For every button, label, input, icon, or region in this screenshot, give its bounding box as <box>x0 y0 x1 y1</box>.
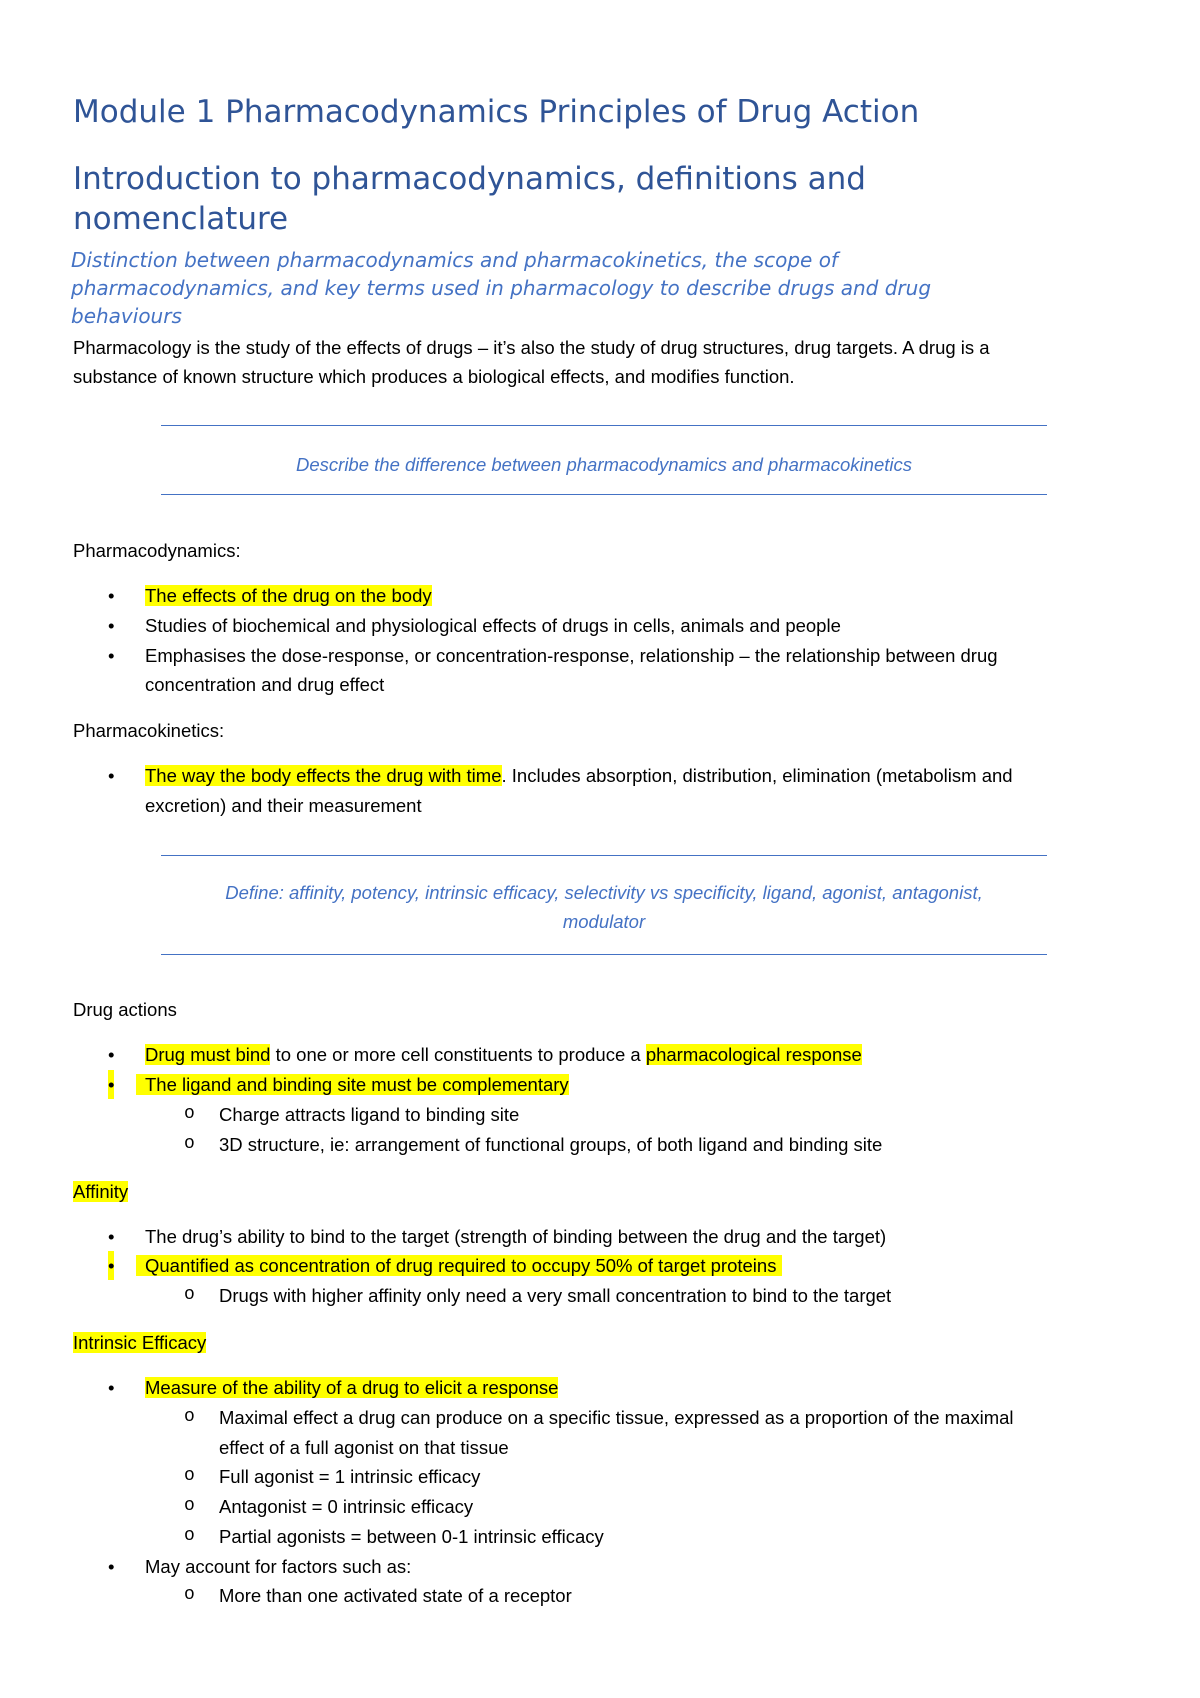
list-item <box>136 1251 782 1280</box>
affinity-heading <box>73 1177 128 1206</box>
sub-bullet-marker: o <box>184 1407 195 1427</box>
list-item-continuation: concentration and drug effect <box>145 674 385 695</box>
quote-rule-bottom <box>161 954 1047 955</box>
list-item <box>145 581 432 610</box>
highlighted-text: Measure of the ability of a drug to elicit a response <box>145 1377 559 1398</box>
highlighted-text: Affinity <box>73 1181 129 1202</box>
highlighted-text: Drug must bind <box>145 1044 271 1065</box>
quote-rule-top <box>161 425 1047 426</box>
sub-bullet-marker: o <box>184 1285 195 1305</box>
sub-list-item: Partial agonists = between 0-1 intrinsic efficacy <box>219 1526 604 1547</box>
list-item-text: to one or more cell constituents to produce a <box>270 1044 646 1065</box>
intro-line-1: Pharmacology is the study of the effects of drugs – it’s also the study of drug structures, drug targets. A drug is a <box>73 337 990 358</box>
bullet-marker: • <box>108 1044 115 1065</box>
quote-line-1: Define: affinity, potency, intrinsic efficacy, selectivity vs specificity, ligand, agonist, antagonist, <box>225 882 983 903</box>
highlighted-text: The effects of the drug on the body <box>145 585 432 606</box>
subtitle-line-3: behaviours <box>71 304 182 328</box>
sub-list-item: Full agonist = 1 intrinsic efficacy <box>219 1466 481 1487</box>
quote-line-2: modulator <box>562 911 646 932</box>
highlighted-text: Quantified as concentration of drug required to occupy 50% of target proteins <box>136 1255 782 1276</box>
list-item-continuation: excretion) and their measurement <box>145 795 422 816</box>
bullet-marker: • <box>108 1226 115 1247</box>
sub-bullet-marker: o <box>184 1585 195 1605</box>
subtitle-line-1: Distinction between pharmacodynamics and pharmacokinetics, the scope of <box>71 248 838 272</box>
section-subtitle <box>71 246 931 330</box>
section-heading-line-2: nomenclature <box>73 201 289 237</box>
section-heading <box>73 159 866 239</box>
sub-list-item-continuation: effect of a full agonist on that tissue <box>219 1437 509 1458</box>
bullet-marker: • <box>108 585 115 606</box>
section-heading-line-1: Introduction to pharmacodynamics, definitions and <box>73 161 866 197</box>
sub-list-item: Drugs with higher affinity only need a very small concentration to bind to the target <box>219 1285 892 1306</box>
highlighted-text: pharmacological response <box>645 1044 862 1065</box>
subtitle-line-2: pharmacodynamics, and key terms used in pharmacology to describe drugs and drug <box>71 276 932 300</box>
sub-bullet-marker: o <box>184 1496 195 1516</box>
intrinsic-efficacy-heading <box>73 1328 206 1357</box>
sub-list-item: More than one activated state of a receptor <box>219 1585 572 1606</box>
list-item: The drug’s ability to bind to the target (strength of binding between the drug and the target) <box>145 1226 887 1247</box>
pharmacodynamics-heading: Pharmacodynamics: <box>73 540 241 561</box>
list-item <box>145 1373 558 1402</box>
highlighted-text: Intrinsic Efficacy <box>73 1332 207 1353</box>
bullet-marker: • <box>108 765 115 786</box>
bullet-marker: • <box>108 1070 114 1099</box>
list-item: Emphasises the dose-response, or concentration-response, relationship – the relationship between drug <box>145 645 998 666</box>
drug-actions-heading: Drug actions <box>73 999 177 1020</box>
highlighted-text: The way the body effects the drug with time <box>145 765 502 786</box>
sub-list-item: 3D structure, ie: arrangement of functional groups, of both ligand and binding site <box>219 1134 883 1155</box>
sub-bullet-marker: o <box>184 1104 195 1124</box>
sub-list-item: Maximal effect a drug can produce on a specific tissue, expressed as a proportion of the maximal <box>219 1407 1014 1428</box>
quote-rule-top <box>161 855 1047 856</box>
sub-bullet-marker: o <box>184 1134 195 1154</box>
sub-bullet-marker: o <box>184 1526 195 1546</box>
intense-quote: Describe the difference between pharmacodynamics and pharmacokinetics <box>296 454 912 475</box>
bullet-marker: • <box>108 1556 115 1577</box>
quote-rule-bottom <box>161 494 1047 495</box>
sub-list-item: Charge attracts ligand to binding site <box>219 1104 520 1125</box>
bullet-marker: • <box>108 1377 115 1398</box>
intense-quote <box>161 878 1047 936</box>
intro-paragraph <box>73 333 990 391</box>
intro-line-2: substance of known structure which produces a biological effects, and modifies function. <box>73 366 795 387</box>
bullet-marker: • <box>108 645 115 666</box>
sub-list-item: Antagonist = 0 intrinsic efficacy <box>219 1496 474 1517</box>
sub-bullet-marker: o <box>184 1466 195 1486</box>
document-title: Module 1 Pharmacodynamics Principles of Drug Action <box>73 94 920 130</box>
list-item <box>136 1070 569 1099</box>
highlighted-text: The ligand and binding site must be complementary <box>136 1074 569 1095</box>
list-item <box>145 1040 862 1069</box>
bullet-marker: • <box>108 1251 114 1280</box>
pharmacokinetics-heading: Pharmacokinetics: <box>73 720 225 741</box>
bullet-marker: • <box>108 615 115 636</box>
list-item-text: . Includes absorption, distribution, elimination (metabolism and <box>501 765 1013 786</box>
list-item <box>145 761 1013 790</box>
list-item: Studies of biochemical and physiological effects of drugs in cells, animals and people <box>145 615 841 636</box>
list-item: May account for factors such as: <box>145 1556 412 1577</box>
